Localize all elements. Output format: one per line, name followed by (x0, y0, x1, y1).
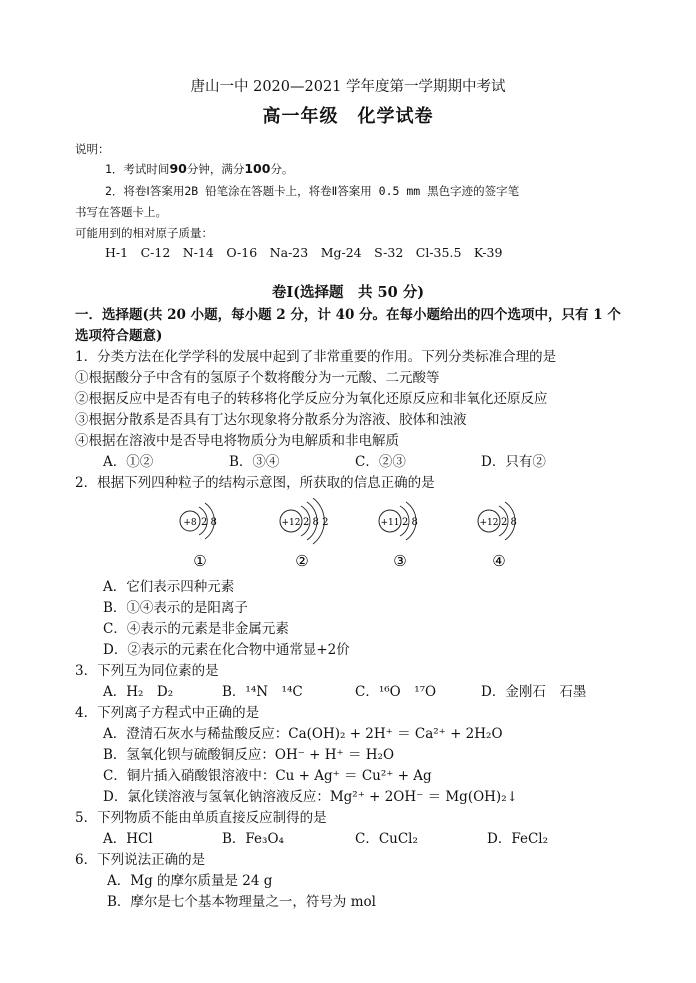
question-4-option-a: A．澄清石灰水与稀盐酸反应：Ca(OH)₂ + 2H⁺ ＝ Ca²⁺ + 2H₂O (103, 726, 503, 742)
question-2-option-b: B．①④表示的是阳离子 (103, 600, 248, 616)
question-6-option-b: B．摩尔是七个基本物理量之一，符号为 mol (107, 894, 376, 910)
question-2-stem: 2．根据下列四种粒子的结构示意图，所获取的信息正确的是 (75, 475, 435, 491)
question-4-option-c: C．铜片插入硝酸银溶液中：Cu + Ag⁺ ＝ Cu²⁺ + Ag (103, 768, 432, 784)
question-6-stem: 6．下列说法正确的是 (75, 852, 206, 868)
atom-2-shells: 2 8 2 (303, 517, 329, 528)
question-1-statement-3: ③根据分散系是否具有丁达尔现象将分散系分为溶液、胶体和浊液 (75, 412, 467, 428)
question-1-stem: 1．分类方法在化学学科的发展中起到了非常重要的作用。下列分类标准合理的是 (75, 349, 557, 365)
atom-diagram-3 (379, 502, 418, 540)
question-5-option-d: D．FeCl₂ (487, 831, 549, 847)
question-5-option-c: C．CuCl₂ (355, 831, 418, 847)
atom-4-nucleus: +12 (479, 518, 499, 528)
question-2-option-c: C．④表示的元素是非金属元素 (103, 621, 289, 637)
question-5-option-b: B．Fe₃O₄ (222, 831, 284, 847)
note-item-1-pre: 1．考试时间 (105, 162, 170, 176)
note-item-2-line-2: 书写在答题卡上。 (75, 205, 167, 219)
question-2-option-d: D．②表示的元素在化合物中通常显+2价 (103, 642, 350, 658)
atom-1-shells: 2 8 (201, 517, 217, 528)
atom-2-nucleus: +12 (281, 518, 301, 528)
exam-title: 唐山一中 2020—2021 学年度第一学期期中考试 (190, 79, 506, 95)
atom-1-label: ① (193, 552, 207, 570)
paper-subject-title: 高一年级 化学试卷 (262, 106, 434, 127)
atom-2-label: ② (295, 552, 309, 570)
question-4-option-b: B．氢氧化钡与硫酸铜反应：OH⁻ + H⁺ ＝ H₂O (103, 747, 395, 763)
atom-diagram-4 (478, 502, 517, 540)
question-1-option-a: A．①② (103, 454, 154, 470)
question-4-stem: 4．下列离子方程式中正确的是 (75, 705, 260, 721)
question-5-option-a: A．HCl (103, 831, 153, 847)
atom-1-nucleus: +8 (183, 518, 197, 528)
question-3-option-c: C．¹⁶O ¹⁷O (355, 684, 437, 700)
section-1-title: 卷Ⅰ(选择题 共 50 分) (271, 284, 425, 301)
question-3-option-d: D．金刚石 石墨 (481, 684, 587, 700)
atomic-mass-list: H-1 C-12 N-14 O-16 Na-23 Mg-24 S-32 Cl-35.5 K-39 (105, 245, 503, 260)
question-4-option-d: D．氯化镁溶液与氢氧化钠溶液反应：Mg²⁺ + 2OH⁻ ＝ Mg(OH)₂↓ (103, 789, 518, 805)
question-1-option-c: C．②③ (355, 454, 406, 470)
exam-duration: 90 (169, 161, 187, 176)
atom-3-shells: 2 8 (402, 517, 418, 528)
atom-4-label: ④ (492, 552, 506, 570)
atom-3-label: ③ (393, 552, 407, 570)
question-1-statement-1: ①根据酸分子中含有的氢原子个数将酸分为一元酸、二元酸等 (75, 370, 440, 386)
question-2-option-a: A．它们表示四种元素 (103, 579, 235, 595)
note-item-1-post: 分。 (270, 162, 294, 176)
notes-heading: 说明： (75, 142, 110, 156)
section-1-instructions-line-2: 选项符合题意) (75, 328, 163, 344)
note-item-2-line-1: 2．将卷Ⅰ答案用2B 铅笔涂在答题卡上，将卷Ⅱ答案用 0.5 mm 黑色字迹的签字笔 (105, 184, 520, 198)
atom-4-shells: 2 8 (501, 517, 517, 528)
atom-3-nucleus: +11 (380, 518, 400, 528)
atomic-mass-heading: 可能用到的相对原子质量： (75, 226, 213, 240)
question-5-stem: 5．下列物质不能由单质直接反应制得的是 (75, 810, 327, 826)
question-3-stem: 3．下列互为同位素的是 (75, 663, 219, 679)
question-1-statement-4: ④根据在溶液中是否导电将物质分为电解质和非电解质 (75, 433, 399, 449)
question-6-option-a: A．Mg 的摩尔质量是 24 g (107, 873, 273, 889)
atomic-structure-diagrams (0, 498, 696, 578)
note-item-1 (105, 160, 293, 178)
question-3-option-b: B．¹⁴N ¹⁴C (222, 684, 303, 700)
full-score: 100 (244, 161, 271, 176)
section-1-instructions-line-1: 一．选择题(共 20 小题，每小题 2 分，计 40 分。在每小题给出的四个选项中，只有 1 个 (75, 307, 621, 323)
note-item-1-mid: 分钟，满分 (186, 162, 245, 176)
question-1-option-d: D．只有② (481, 454, 546, 470)
atom-diagram-2 (280, 498, 328, 544)
question-3-option-a: A．H₂ D₂ (103, 684, 174, 700)
question-1-statement-2: ②根据反应中是否有电子的转移将化学反应分为氧化还原反应和非氧化还原反应 (75, 391, 548, 407)
atom-diagram-1 (180, 503, 217, 539)
question-1-option-b: B．③④ (229, 454, 280, 470)
